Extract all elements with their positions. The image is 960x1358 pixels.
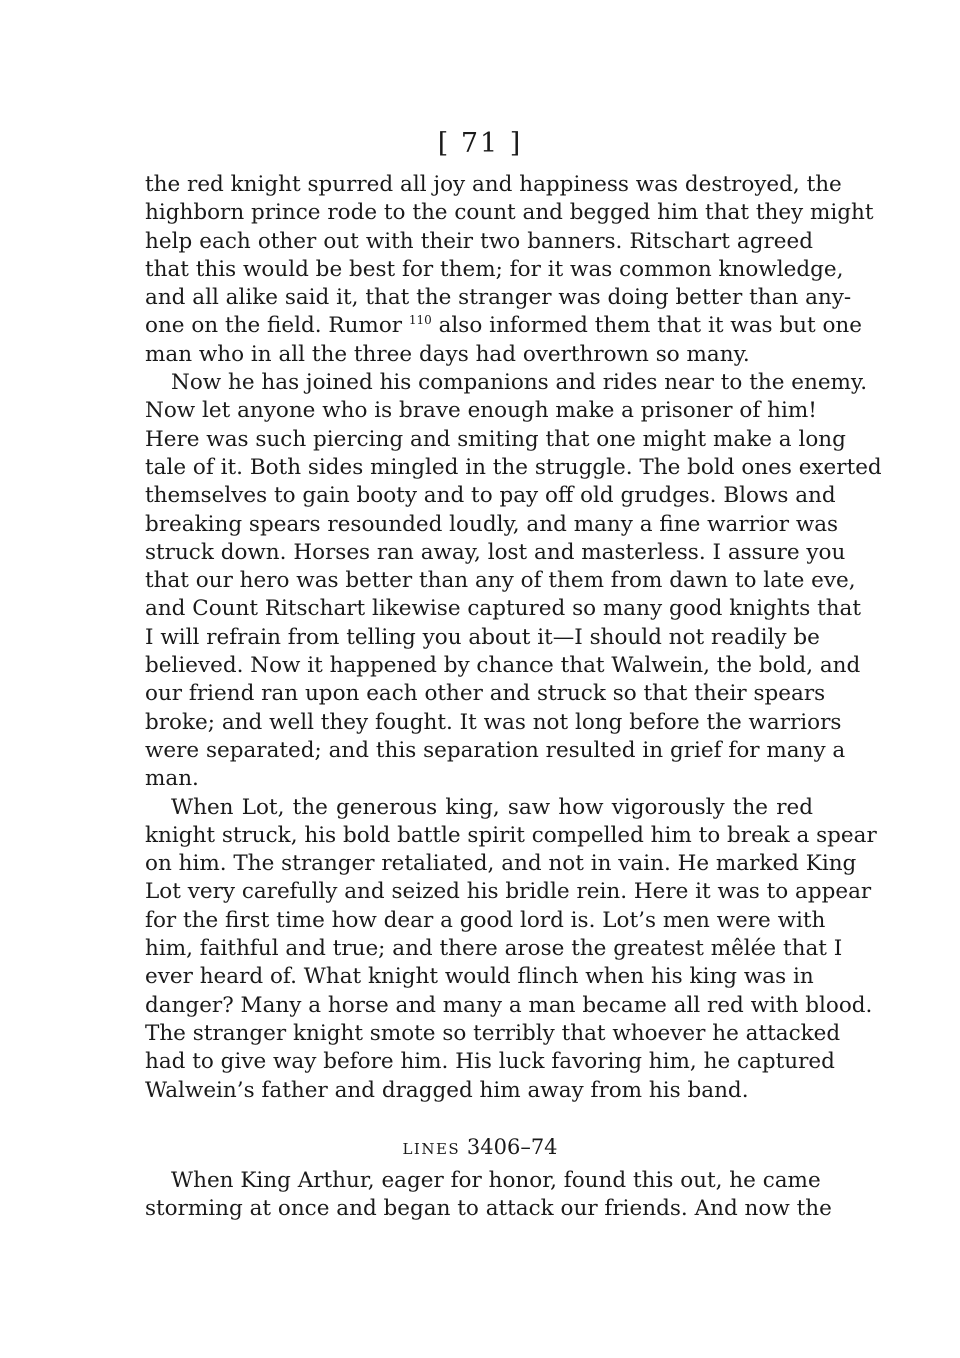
text-line: The stranger knight smote so terribly that whoever he attacked bbox=[145, 1020, 841, 1046]
text-line: the red knight spurred all joy and happiness was destroyed, the bbox=[145, 172, 842, 197]
section-heading-label: LINES bbox=[402, 1140, 461, 1158]
text-line: I will refrain from telling you about it—I should not readily be bbox=[145, 624, 820, 650]
text-line: man. bbox=[145, 766, 199, 792]
text-line: that our hero was better than any of them from dawn to late eve, bbox=[145, 568, 856, 594]
text-line: When King Arthur, eager for honor, found this out, he came bbox=[171, 1168, 821, 1193]
text-line: that this would be best for them; for it was common knowledge, bbox=[145, 256, 844, 282]
text-line: danger? Many a horse and many a man became all red with blood. bbox=[145, 992, 873, 1018]
text-line: struck down. Horses ran away, lost and masterless. I assure you bbox=[145, 539, 846, 565]
text-line: storming at once and began to attack our friends. And now the bbox=[145, 1196, 832, 1222]
text-line: When Lot, the generous king, saw how vigorously the red bbox=[171, 794, 813, 820]
text-line: had to give way before him. His luck favoring him, he captured bbox=[145, 1049, 835, 1075]
page-number: [ 71 ] bbox=[437, 128, 523, 159]
text-fragment: one on the field. Rumor bbox=[145, 313, 409, 339]
text-line: him, faithful and true; and there arose the greatest mêlée that I bbox=[145, 936, 843, 962]
text-line: knight struck, his bold battle spirit compelled him to break a spear bbox=[145, 822, 877, 848]
footnote-marker: 110 bbox=[408, 313, 432, 328]
text-line: Now let anyone who is brave enough make a prisoner of him! bbox=[145, 398, 817, 424]
text-line: tale of it. Both sides mingled in the struggle. The bold ones exerted bbox=[145, 454, 882, 480]
text-line: broke; and well they fought. It was not long before the warriors bbox=[145, 709, 842, 735]
main-text bbox=[145, 171, 882, 1105]
text-line: Here was such piercing and smiting that one might make a long bbox=[145, 426, 846, 452]
section-heading bbox=[0, 1133, 960, 1163]
text-line: man who in all the three days had overthrown so many. bbox=[145, 341, 750, 367]
text-fragment: also informed them that it was but one bbox=[431, 313, 862, 339]
text-line: ever heard of. What knight would flinch when his king was in bbox=[145, 964, 814, 990]
text-line: for the first time how dear a good lord is. Lot’s men were with bbox=[145, 907, 826, 933]
text-line: themselves to gain booty and to pay off old grudges. Blows and bbox=[145, 483, 836, 509]
text-line-with-footnote bbox=[145, 312, 862, 340]
section-heading-range: 3406–74 bbox=[466, 1135, 558, 1159]
text-line: Now he has joined his companions and rides near to the enemy. bbox=[171, 370, 868, 396]
text-line: on him. The stranger retaliated, and not in vain. He marked King bbox=[145, 851, 857, 877]
text-line: Walwein’s father and dragged him away from his band. bbox=[145, 1077, 749, 1103]
text-line: believed. Now it happened by chance that Walwein, the bold, and bbox=[145, 653, 861, 679]
text-line: were separated; and this separation resulted in grief for many a bbox=[145, 737, 846, 763]
text-line: breaking spears resounded loudly, and many a fine warrior was bbox=[145, 511, 839, 537]
text-line: help each other out with their two banners. Ritschart agreed bbox=[145, 228, 813, 254]
text-line: highborn prince rode to the count and begged him that they might bbox=[145, 200, 874, 226]
text-line: Lot very carefully and seized his bridle rein. Here it was to appear bbox=[145, 879, 872, 905]
main-text-continued bbox=[145, 1167, 832, 1224]
text-line: and Count Ritschart likewise captured so many good knights that bbox=[145, 596, 862, 622]
text-line: and all alike said it, that the stranger was doing better than any- bbox=[145, 285, 852, 311]
text-line: our friend ran upon each other and struck so that their spears bbox=[145, 681, 826, 707]
